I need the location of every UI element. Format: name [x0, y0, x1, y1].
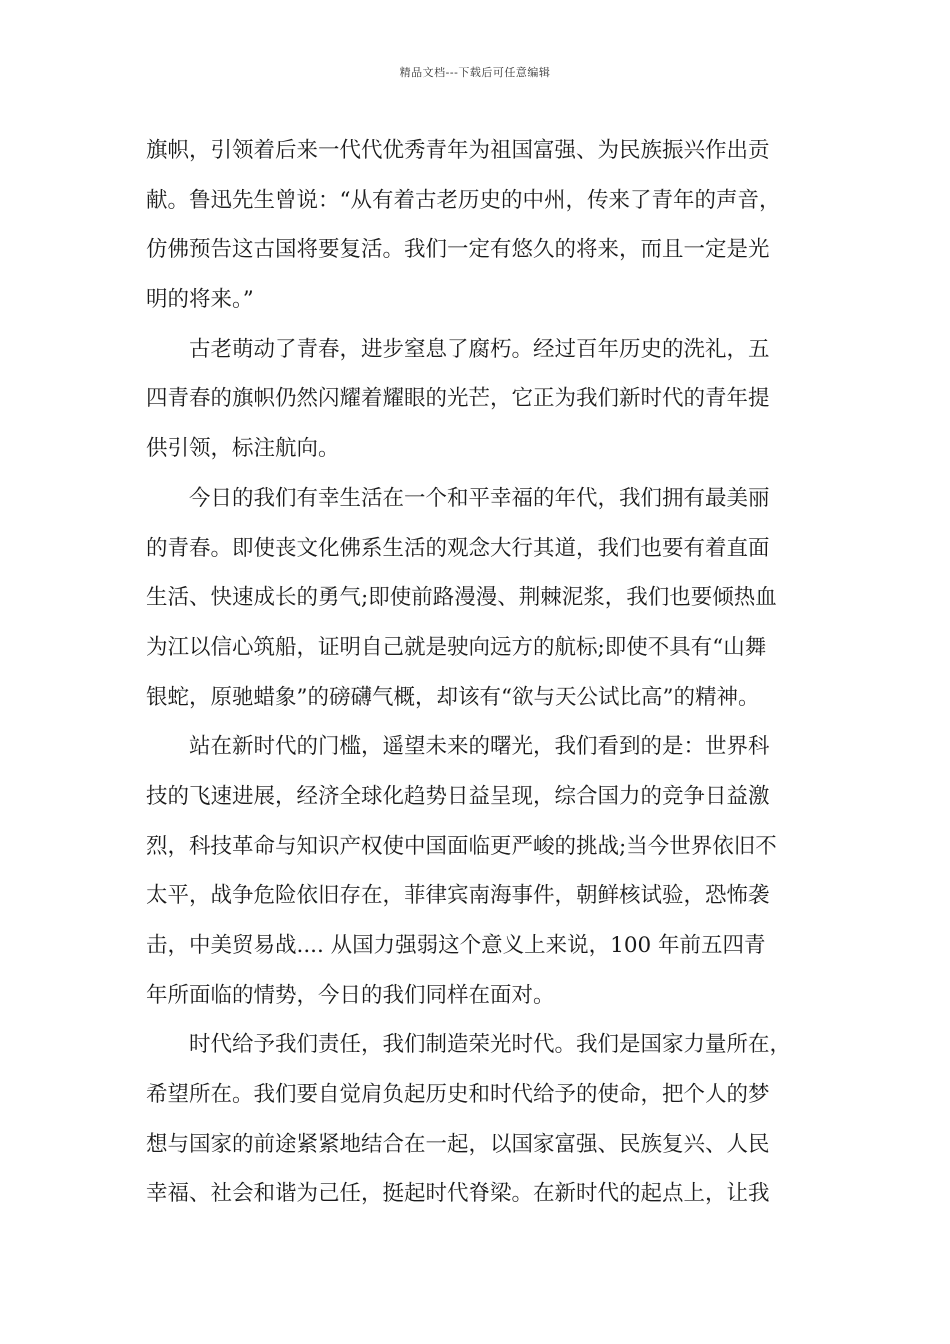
- text-line: 旗帜，引领着后来一代代优秀青年为祖国富强、为民族振兴作出贡: [146, 138, 770, 163]
- text-line: 供引领，标注航向。: [146, 436, 340, 462]
- text-line: 生活、快速成长的勇气;即使前路漫漫、荆棘泥浆，我们也要倾热血: [146, 585, 777, 611]
- text-line: 技的飞速进展，经济全球化趋势日益呈现，综合国力的竞争日益激: [146, 783, 770, 809]
- text-line: 希望所在。我们要自觉肩负起历史和时代给予的使命，把个人的梦: [146, 1082, 770, 1108]
- text-line: 的青春。即使丧文化佛系生活的观念大行其道，我们也要有着直面: [146, 535, 770, 561]
- paragraph-2: [146, 325, 810, 474]
- text-line: 幸福、社会和谐为己任，挺起时代脊梁。在新时代的起点上，让我: [146, 1181, 770, 1207]
- text-line: 今日的我们有幸生活在一个和平幸福的年代，我们拥有最美丽: [189, 485, 770, 511]
- text-line: 献。鲁迅先生曾说：“从有着古老历史的中州，传来了青年的声音，: [146, 187, 781, 213]
- text-line: 太平，战争危险依旧存在，菲律宾南海事件，朝鲜核试验，恐怖袭: [146, 883, 770, 909]
- document-body: [146, 126, 810, 1219]
- text-line: 站在新时代的门槛，遥望未来的曙光，我们看到的是：世界科: [189, 734, 770, 760]
- text-line: 为江以信心筑船，证明自己就是驶向远方的航标;即使不具有“山舞: [146, 634, 767, 660]
- text-line: 击，中美贸易战.... 从国力强弱这个意义上来说，100 年前五四青: [146, 933, 766, 958]
- text-line: 四青春的旗帜仍然闪耀着耀眼的光芒，它正为我们新时代的青年提: [146, 386, 770, 412]
- paragraph-1: [146, 126, 810, 325]
- text-line: 银蛇，原驰蜡象”的磅礴气概，却该有“欲与天公试比高”的精神。: [146, 684, 760, 710]
- paragraph-5: [146, 1020, 810, 1219]
- paragraph-3: [146, 474, 810, 722]
- text-line: 烈，科技革命与知识产权使中国面临更严峻的挑战;当今世界依旧不: [146, 833, 777, 859]
- text-line: 古老萌动了青春，进步窒息了腐朽。经过百年历史的洗礼，五: [189, 336, 770, 362]
- text-line: 明的将来。”: [146, 287, 254, 313]
- text-line: 想与国家的前途紧紧地结合在一起，以国家富强、民族复兴、人民: [146, 1131, 770, 1157]
- page-header: 精品文档---下载后可任意编辑: [399, 66, 551, 79]
- text-line: 年所面临的情势，今日的我们同样在面对。: [146, 982, 555, 1008]
- text-line: 仿佛预告这古国将要复活。我们一定有悠久的将来，而且一定是光: [146, 237, 770, 263]
- text-line: 时代给予我们责任，我们制造荣光时代。我们是国家力量所在，: [189, 1032, 792, 1058]
- paragraph-4: [146, 722, 810, 1020]
